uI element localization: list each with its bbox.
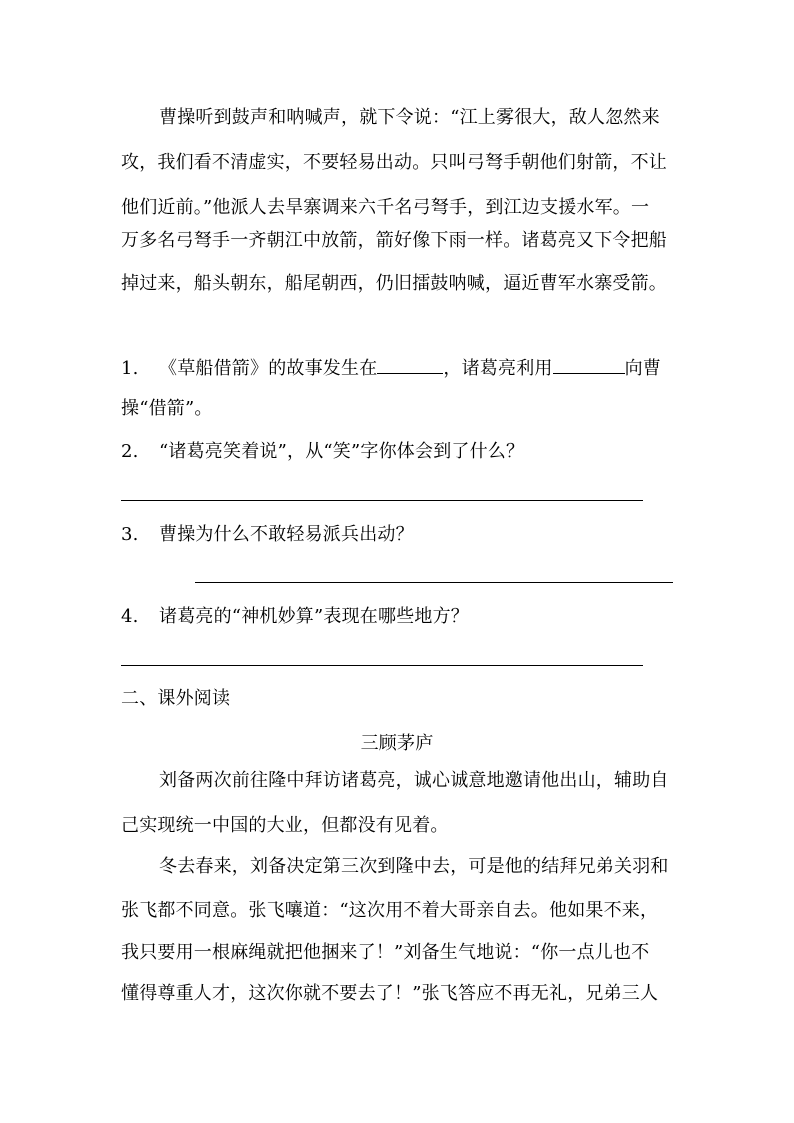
story-line: 刘备两次前往隆中拜访诸葛亮，诚心诚意地邀请他出山，辅助自: [159, 770, 669, 791]
passage-line: 掉过来，船头朝东，船尾朝西，仍旧擂鼓呐喊，逼近曹军水寨受箭。: [121, 273, 667, 294]
question-number: 3.: [121, 524, 139, 545]
story-line: 我只要用一根麻绳就把他捆来了！”刘备生气地说：“你一点儿也不: [121, 942, 650, 963]
story-line: 懂得尊重人才，这次你就不要去了！”张飞答应不再无礼，兄弟三人: [121, 983, 659, 1004]
answer-line[interactable]: [121, 500, 643, 501]
answer-blank[interactable]: [553, 357, 625, 374]
section-heading: 二、课外阅读: [121, 688, 231, 709]
question-number: 1.: [121, 358, 139, 379]
question-1: [121, 357, 681, 380]
passage-line: 他们近前。”他派人去旱寨调来六千名弓弩手，到江边支援水军。一: [121, 197, 650, 218]
answer-line[interactable]: [121, 665, 643, 666]
answer-line[interactable]: [195, 582, 673, 583]
question-2: [121, 441, 681, 463]
question-text: “诸葛亮笑着说”，从“笑”字你体会到了什么？: [159, 441, 525, 462]
question-1-continued: 操“借箭”。: [121, 398, 213, 419]
story-line: 己实现统一中国的大业，但都没有见着。: [121, 815, 449, 836]
question-number: 2.: [121, 441, 139, 462]
question-text: 诸葛亮的“神机妙算”表现在哪些地方？: [159, 606, 470, 627]
story-line: 冬去春来，刘备决定第三次到隆中去，可是他的结拜兄弟关羽和: [159, 856, 669, 877]
question-4: [121, 606, 681, 628]
passage-line: 万多名弓弩手一齐朝江中放箭，箭好像下雨一样。诸葛亮又下令把船: [121, 230, 667, 251]
passage-line: 攻，我们看不清虚实，不要轻易出动。只叫弓弩手朝他们射箭，不让: [121, 152, 667, 173]
story-line: 张飞都不同意。张飞嚷道：“这次用不着大哥亲自去。他如果不来，: [121, 900, 659, 921]
question-3: [121, 524, 681, 546]
question-text: 《草船借箭》的故事发生在: [159, 358, 378, 379]
passage-line: 曹操听到鼓声和呐喊声，就下令说：“江上雾很大，敌人忽然来: [159, 107, 660, 128]
answer-blank[interactable]: [377, 357, 443, 374]
question-number: 4.: [121, 606, 139, 627]
story-title: 三顾茅庐: [360, 733, 434, 754]
question-text: ，诸葛亮利用: [443, 358, 553, 379]
question-text: 曹操为什么不敢轻易派兵出动？: [159, 524, 414, 545]
question-text: 向曹: [624, 358, 662, 379]
